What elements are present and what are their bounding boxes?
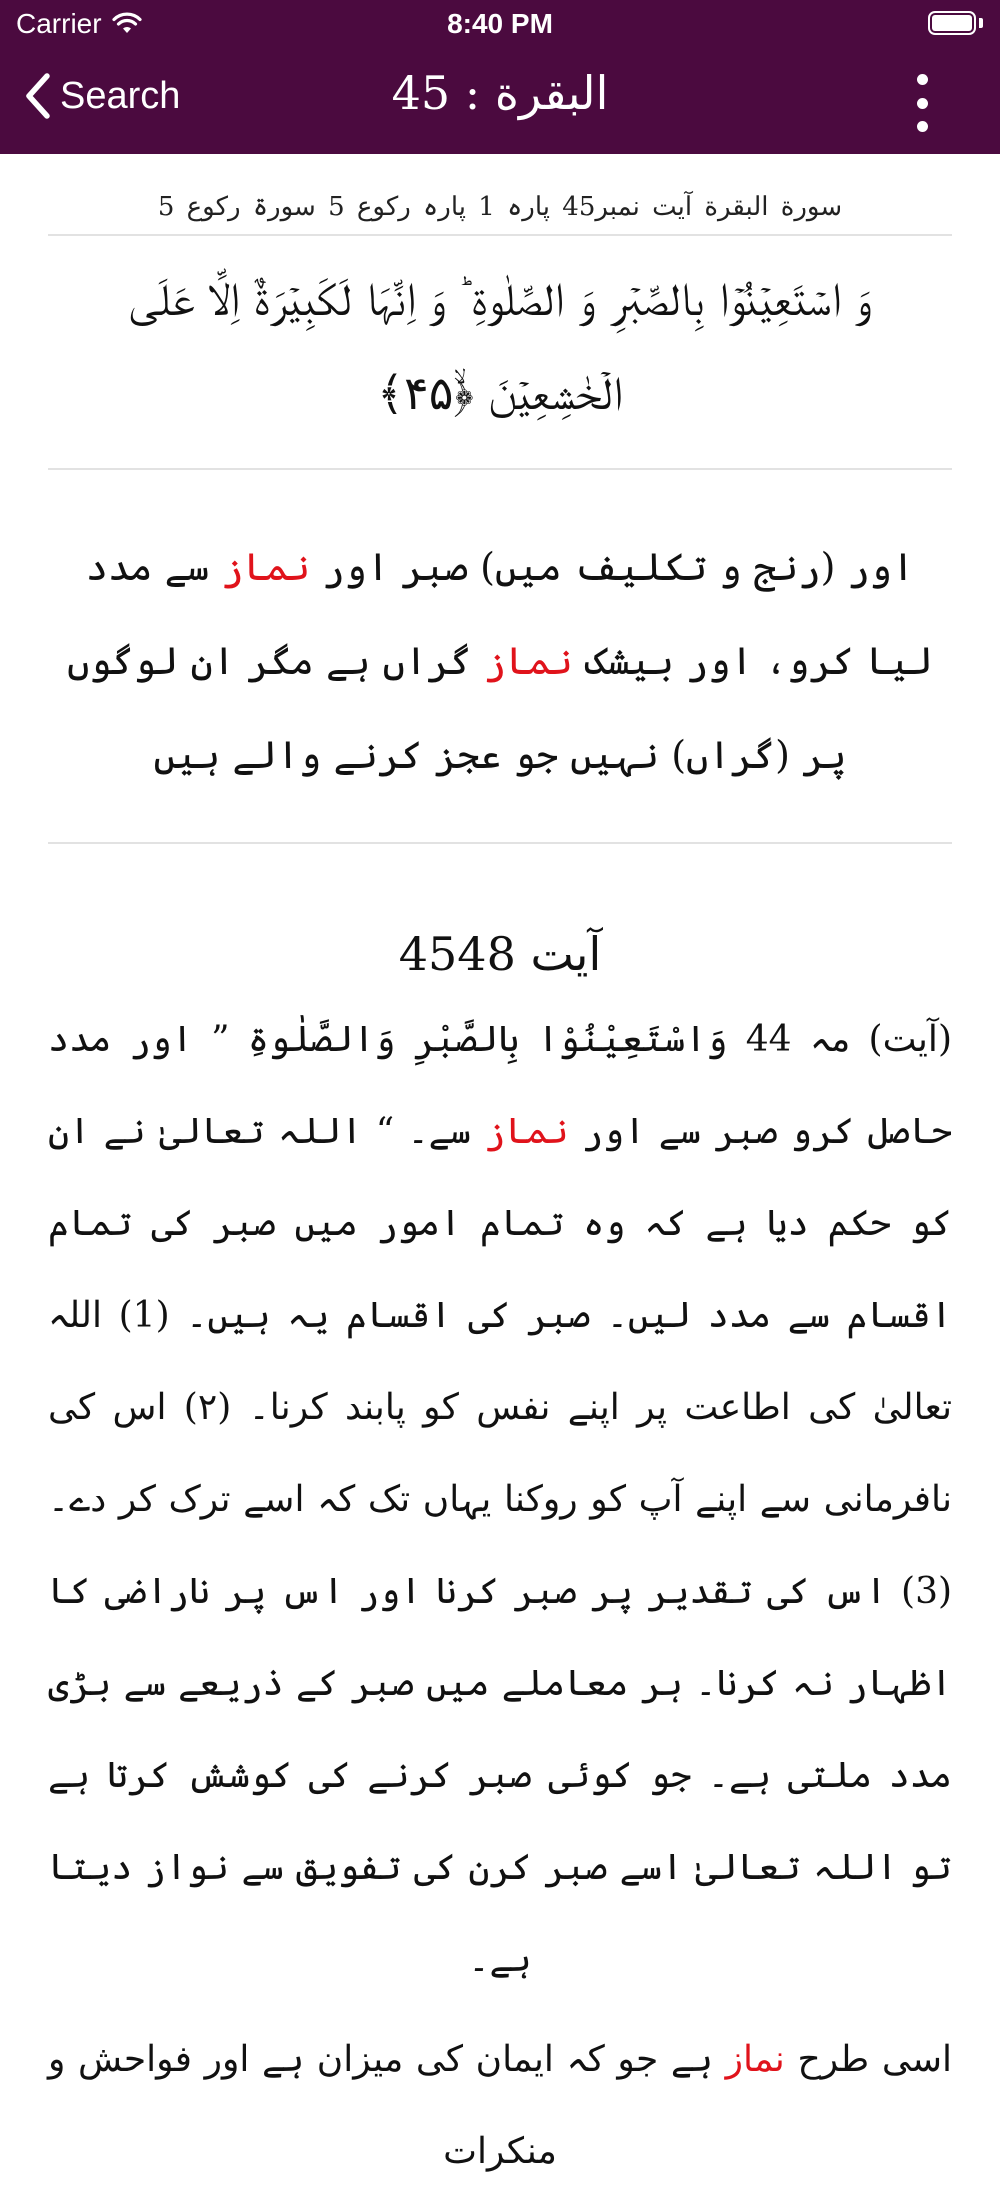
- navigation-bar: [0, 50, 1000, 154]
- highlight-word: نماز: [725, 2039, 785, 2080]
- ayah-content: [0, 154, 1000, 2198]
- tafseer-heading: آیت 4548: [398, 927, 602, 981]
- page-title: البقرة : 45: [391, 66, 609, 120]
- ayah-reference: سورة البقرة آیت نمبر45 پارہ 1 پارہ رکوع 5 سورۃ رکوع 5: [157, 192, 843, 222]
- more-dot-icon: [917, 121, 928, 132]
- more-options-button[interactable]: [902, 74, 942, 132]
- more-dot-icon: [917, 74, 928, 85]
- highlight-word: نماز: [221, 545, 311, 589]
- translation-text: سے مدد لیا کرو، اور بیشک: [85, 545, 933, 683]
- highlight-word: نماز: [484, 1111, 569, 1152]
- top-bar: [0, 0, 1000, 154]
- arabic-ayah-text: وَ اسۡتَعِیۡنُوۡا بِالصَّبۡرِ وَ الصَّلٰوۃِ ؕ وَ اِنَّہَا لَکَبِیۡرَۃٌ اِلَّا عَلَی الۡخٰشِعِیۡنَ ﴿ۙ۴۵﴾: [128, 272, 872, 420]
- more-dot-icon: [917, 98, 928, 109]
- tafseer-segment: (آیت) مہ 44 وَاسْتَعِيْنُوْا بِالصَّبْرِ وَالصَّلٰوةِ ” اور مدد حاصل کرو صبر سے اور: [48, 1019, 952, 1152]
- tafseer-text: [48, 986, 952, 2006]
- tafseer-segment: سے۔ “ اللہ تعالیٰ نے ان کو حکم دیا ہے کہ وہ تمام امور میں صبر کی تمام اقسام سے مدد لیں۔ صبر کی اقسام یہ ہیں۔ (1) اللہ تعالیٰ کی اطاعت پر اپنے نفس کو پابند کرنا۔ (۲) اس کی نافرمانی سے اپنے آپ کو روکنا یہاں تک کہ اسے ترک کر دے۔ (3) اس کی تقدیر پر صبر کرنا اور اس پر ناراضی کا اظہار نہ کرنا۔ ہر معاملے میں صبر کے ذریعے سے بڑی مدد ملتی ہے۔ جو کوئی صبر کرنے کی کوشش کرتا ہے تو اللہ تعالیٰ اسے صبر کرن کی تفویق سے نواز دیتا ہے۔: [48, 1111, 953, 1980]
- tafseer-segment: ہے جو کہ ایمان کی میزان ہے اور فواحش و منکرات: [48, 2039, 726, 2172]
- tafseer-text-continued: [48, 2006, 952, 2198]
- highlight-word: نماز: [483, 639, 573, 683]
- tafseer-segment: اسی طرح: [784, 2039, 952, 2080]
- status-time: 8:40 PM: [447, 8, 553, 39]
- status-bar: [0, 0, 1000, 50]
- urdu-translation: [48, 470, 952, 842]
- translation-text: گراں ہے مگر ان لوگوں پر (گراں) نہیں جو عجز کرنے والے ہیں: [67, 639, 847, 777]
- translation-text: اور (رنج و تکلیف میں) صبر اور: [310, 545, 915, 589]
- back-button-label: Search: [60, 74, 181, 117]
- carrier-label: Carrier: [16, 8, 102, 39]
- battery-icon: [928, 10, 984, 36]
